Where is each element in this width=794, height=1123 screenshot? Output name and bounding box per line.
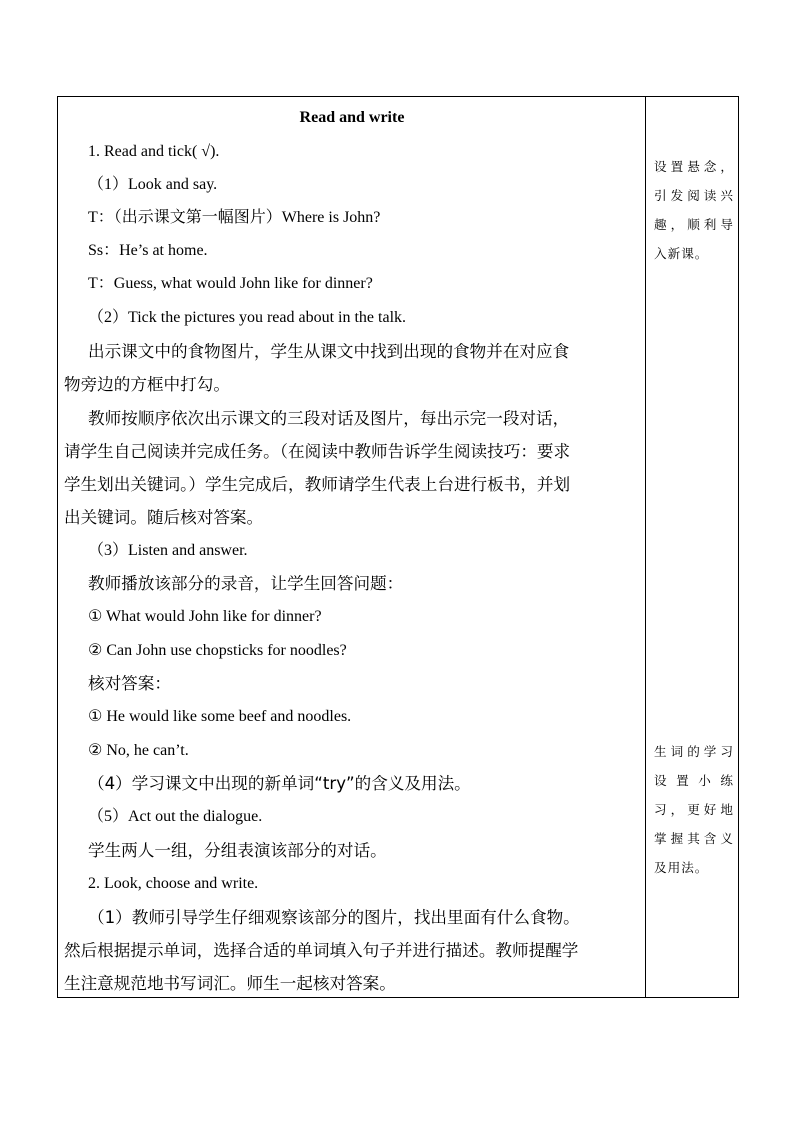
- step-1-5: （5）Act out the dialogue.: [88, 808, 263, 825]
- answer-2: ② No, he can’t.: [88, 742, 189, 759]
- paragraph-line: 出示课文中的食物图片，学生从课文中找到出现的食物并在对应食: [88, 342, 570, 361]
- teacher-question-2: T：Guess, what would John like for dinner?: [88, 275, 373, 292]
- section-title: Read and write: [299, 109, 405, 126]
- step-1-2: （2）Tick the pictures you read about in the talk.: [88, 309, 407, 326]
- step-2-1: （1）教师引导学生仔细观察该部分的图片，找出里面有什么食物。: [88, 908, 580, 927]
- paragraph-line: 出关键词。随后核对答案。: [64, 508, 264, 527]
- question-2: ② Can John use chopsticks for noodles?: [88, 642, 347, 659]
- teacher-question-1: T：（出示课文第一幅图片）Where is John?: [88, 209, 381, 226]
- paragraph-line: 学生划出关键词。）学生完成后，教师请学生代表上台进行板书，并划: [64, 475, 571, 494]
- step-1-3: （3）Listen and answer.: [88, 542, 248, 559]
- lesson-plan-table: [57, 96, 739, 998]
- paragraph-line: 教师播放该部分的录音，让学生回答问题：: [88, 574, 404, 593]
- paragraph-line: 请学生自己阅读并完成任务。（在阅读中教师告诉学生阅读技巧：要求: [64, 442, 571, 461]
- paragraph-line: 然后根据提示单词，选择合适的单词填入句子并进行描述。教师提醒学: [64, 941, 579, 960]
- paragraph-line: 生注意规范地书写词汇。师生一起核对答案。: [64, 974, 396, 993]
- step-1-heading: 1. Read and tick( √).: [88, 143, 220, 160]
- design-note-1: 设置悬念，引发阅读兴趣，顺利导入新课。: [654, 159, 734, 261]
- step-2-heading: 2. Look, choose and write.: [88, 875, 259, 892]
- paragraph-line: 教师按顺序依次出示课文的三段对话及图片，每出示完一段对话，: [88, 409, 570, 428]
- step-1-1: （1）Look and say.: [88, 176, 218, 193]
- student-answer-1: Ss：He’s at home.: [88, 242, 208, 259]
- paragraph-line: 物旁边的方框中打勾。: [64, 375, 230, 394]
- step-1-4: （4）学习课文中出现的新单词“try”的含义及用法。: [88, 774, 471, 793]
- main-content-cell: [58, 97, 646, 997]
- paragraph-line: 学生两人一组，分组表演该部分的对话。: [88, 841, 387, 860]
- design-notes-cell: [646, 97, 738, 997]
- answer-1: ① He would like some beef and noodles.: [88, 708, 352, 725]
- paragraph-line: 核对答案：: [88, 674, 171, 693]
- question-1: ① What would John like for dinner?: [88, 608, 322, 625]
- design-note-2: 生词的学习设置小练习，更好地掌握其含义及用法。: [654, 744, 734, 875]
